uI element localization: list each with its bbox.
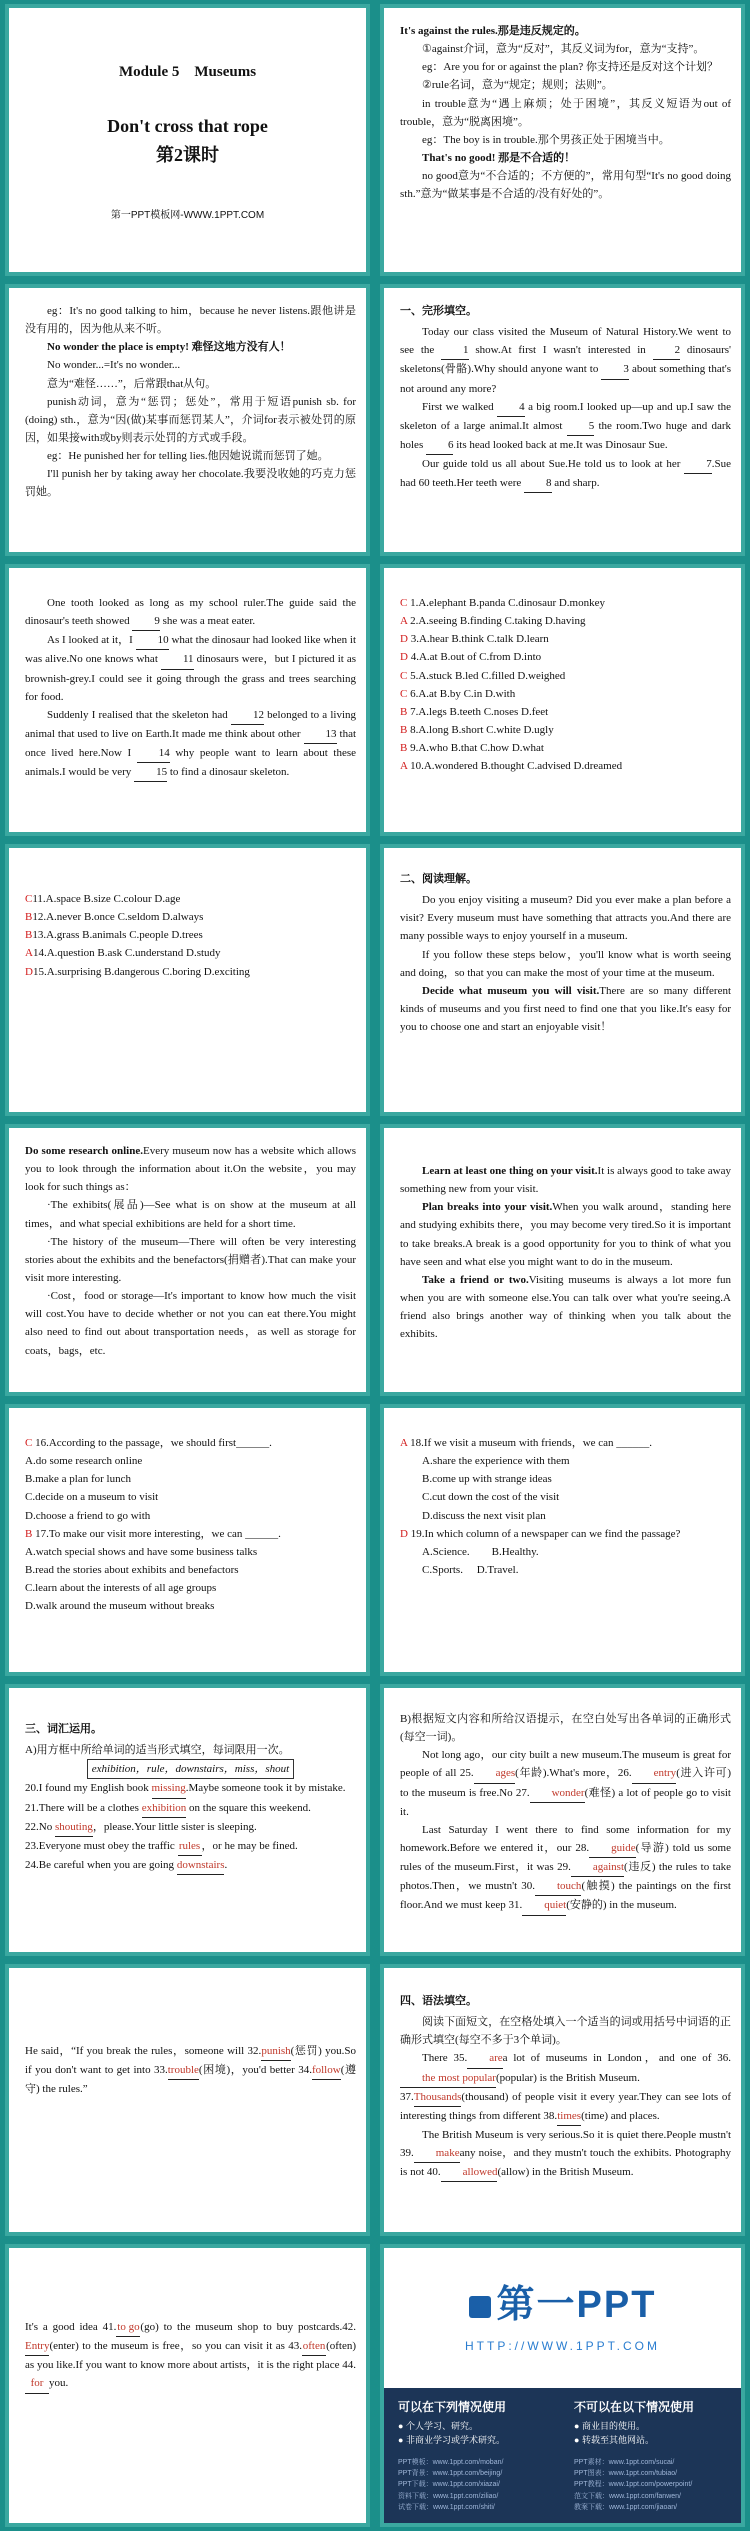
- blank[interactable]: missing: [152, 1779, 186, 1798]
- choice[interactable]: C.Sports. D.Travel.: [422, 1563, 519, 1576]
- text-line: ②rule名词，意为“规定；规则；法则”。: [422, 79, 613, 92]
- blank[interactable]: make: [414, 2144, 460, 2163]
- question-stem: A 18.If we visit a museum with friends，we can ______.: [400, 1437, 653, 1449]
- slide-reading-research: [5, 1124, 370, 1396]
- option-row: C 5.A.stuck B.led C.filled D.weighed: [400, 669, 566, 682]
- blank[interactable]: to go: [116, 2318, 140, 2337]
- paragraph: ·Cost，food or storage—It's important to know how much the visit will cost.You have to decide whether or not you can eat there.You might also need to find out about transportation needs，as well as storage for coats，bags，etc.: [25, 1290, 356, 1357]
- text-line: eg：The boy is in trouble.那个男孩正处于困境当中。: [422, 133, 670, 146]
- link[interactable]: PPT模板：www.1ppt.com/moban/: [398, 2459, 504, 2466]
- text-line: That's no good! 那是不合适的！: [422, 151, 576, 164]
- blank[interactable]: against: [571, 1858, 624, 1877]
- passage: One tooth looked as long as my school ruler.The guide said the dinosaur's teeth showed 9 she was a meat eater.: [25, 594, 356, 631]
- text-line: no good意为“不合适的；不方便的”，常用句型“It's no good doing sth.”意为“做某事是不合适的/没有好处的”。: [400, 170, 731, 201]
- paragraph: ·The exhibits(展品)—See what is on show at the museum at all times，and what special exhibitions are held for a short time.: [25, 1199, 356, 1230]
- blank[interactable]: for: [25, 2374, 49, 2393]
- blank[interactable]: 2: [653, 341, 681, 360]
- question-stem: B 17.To make our visit more interesting，we can ______.: [25, 1527, 281, 1540]
- slide-questions-16-17: [5, 1404, 370, 1676]
- question-stem: C 16.According to the passage，we should first______.: [25, 1437, 272, 1449]
- module-title: Module 5 Museums: [118, 64, 257, 80]
- lesson-title: Don't cross that rope: [107, 115, 268, 136]
- brand-header: [384, 2248, 741, 2388]
- blank[interactable]: trouble: [168, 2061, 199, 2080]
- slide-cloze-part1: [380, 284, 745, 556]
- text-line: I'll punish her by taking away her chocolate.我要没收她的巧克力惩罚她。: [25, 468, 356, 499]
- blank[interactable]: 10: [136, 631, 169, 650]
- blank[interactable]: are: [467, 2049, 502, 2068]
- blank[interactable]: punish: [261, 2042, 290, 2061]
- paragraph: Do some research online.Every museum now has a website which allows you to look through the information about it.On the website，you may look for such things as：: [25, 1145, 356, 1194]
- blank[interactable]: 7: [684, 455, 712, 474]
- slide-vocab-b: [380, 1684, 745, 1956]
- blank[interactable]: quiet: [522, 1896, 566, 1915]
- paragraph: If you follow these steps below，you'll know what is worth seeing and doing，so that you can make the most of your time at the museum.: [400, 948, 731, 979]
- blank[interactable]: 12: [231, 706, 264, 725]
- link[interactable]: PPT素材：www.1ppt.com/sucai/: [574, 2459, 675, 2466]
- word-box: exhibition，rule，downstairs，miss，shout: [87, 1759, 294, 1779]
- brand-footer: [384, 2388, 741, 2523]
- paragraph: Decide what museum you will visit.There are so many different kinds of museums and you first need to find one that you like.It's easy for you to choose one and start an enjoyable visit！: [400, 984, 732, 1034]
- blank[interactable]: allowed: [441, 2163, 498, 2182]
- blank[interactable]: 3: [601, 360, 629, 379]
- text-line: 意为“难怪……”，后常跟that从句。: [47, 377, 217, 390]
- passage: 37.Thousands(thousand) of people visit it every year.They can see lots of interesting things from different 38.times(time) and places.: [400, 2088, 731, 2126]
- instruction: B)根据短文内容和所给汉语提示，在空白处写出各单词的正确形式(每空一词)。: [400, 1713, 731, 1744]
- brand-url[interactable]: HTTP://WWW.1PPT.COM: [465, 2338, 660, 2353]
- blank[interactable]: times: [557, 2107, 581, 2126]
- link[interactable]: 资料下载：www.1ppt.com/ziliao/: [398, 2492, 499, 2500]
- slide-title: [5, 4, 370, 276]
- link[interactable]: 试卷下载：www.1ppt.com/shiti/: [398, 2503, 495, 2511]
- passage: First we walked 4 a big room.I looked up—up and up.I saw the skeleton of a large animal.It almost 5 the room.Two huge and dark holes 6 its head looked back at me.It was Dinosaur Sue.: [400, 398, 731, 455]
- logo-icon: [469, 2296, 491, 2318]
- passage: He said，“If you break the rules，someone will 32.punish(惩罚) you.So if you don't want to get into 33.trouble(困境)，you'd better 34.follow(遵守) the rules.”: [25, 2042, 356, 2098]
- text-line: No wonder...=It's no wonder...: [47, 359, 181, 372]
- section-heading: 一、完形填空。: [400, 305, 477, 317]
- blank[interactable]: Thousands: [414, 2088, 462, 2107]
- option-row: B 9.A.who B.that C.how D.what: [400, 742, 544, 755]
- blank[interactable]: often: [302, 2337, 326, 2356]
- choice[interactable]: A.watch special shows and have some business talks: [25, 1545, 258, 1558]
- slide-grammar-fill: [380, 1964, 745, 2236]
- slide-vocab-a: [5, 1684, 370, 1956]
- choice[interactable]: D.choose a friend to go with: [25, 1509, 151, 1522]
- blank[interactable]: 14: [137, 744, 170, 763]
- text-line: punish动词，意为“惩罚；惩处”，常用于短语punish sb. for (doing) sth.，意为“因(做)某事而惩罚某人”，介词for表示被处罚的原因，如果接with或by则表示处罚的方式或手段。: [25, 395, 356, 444]
- passage: Last Saturday I went there to find some information for my homework.Before we entered it，our 28. guide(导游) told us some rules of the museum.First，it was 29. against(违反) the rules to take photos.Then，we mustn't 30. touch(触摸) the paintings on the first floor.And we must keep 31. quiet(安静的) in the museum.: [400, 1821, 731, 1916]
- option-row: C 6.A.at B.by C.in D.with: [400, 687, 516, 700]
- blank[interactable]: 8: [524, 474, 552, 493]
- text-line: in trouble意为“遇上麻烦；处于困境”，其反义短语为out of trouble，意为“脱离困境”。: [400, 97, 731, 128]
- text-line: eg：It's no good talking to him，because he never listens.跟他讲是没有用的，因为他从来不听。: [25, 305, 356, 336]
- section-heading: 二、阅读理解。: [400, 873, 477, 885]
- list-item: ● 商业目的使用。: [574, 2421, 645, 2431]
- slide-reading-intro: [380, 844, 745, 1116]
- option-row: B 8.A.long B.short C.white D.ugly: [400, 723, 554, 736]
- option-row: D15.A.surprising B.dangerous C.boring D.exciting: [25, 965, 250, 978]
- choice[interactable]: D.discuss the next visit plan: [422, 1509, 546, 1522]
- blank[interactable]: downstairs: [177, 1856, 225, 1875]
- paragraph: Plan breaks into your visit.When you walk around，standing here and studying exhibits there，you may become very tired.So it is important to take breaks.A break is a good opportunity for you to think of what you have seen and what else you might want to do in the museum.: [400, 1201, 731, 1268]
- text-line: eg：Are you for or against the plan? 你支持还是反对这个计划？: [422, 61, 719, 74]
- list-item: ● 转载至其他网站。: [574, 2434, 654, 2445]
- blank[interactable]: 9: [132, 612, 160, 631]
- vocab-item: 23.Everyone must obey the traffic rules，or he may be fined.: [25, 1837, 356, 1856]
- blank[interactable]: touch: [535, 1877, 581, 1896]
- text-line: eg：He punished her for telling lies.他因她说谎而惩罚了她。: [47, 450, 329, 463]
- site-footer: 第一PPT模板网-WWW.1PPT.COM: [110, 209, 265, 221]
- option-row: A 10.A.wondered B.thought C.advised D.dreamed: [400, 760, 623, 773]
- instruction: 阅读下面短文，在空格处填入一个适当的词或用括号中词语的正确形式填空(每空不多于3个单词)。: [400, 2016, 731, 2047]
- lesson-subtitle: 第2课时: [156, 145, 219, 166]
- vocab-item: 24.Be careful when you are going downstairs.: [25, 1856, 356, 1875]
- choice[interactable]: B.read the stories about exhibits and benefactors: [25, 1563, 239, 1576]
- blank[interactable]: exhibition: [142, 1799, 187, 1818]
- usage-allowed: 可以在下列情况使用 ● 个人学习、研究。 ● 非商业学习或学术研究。 PPT模板：www.1ppt.com/moban/ PPT背景：www.1ppt.com/beijing/ PPT下载：www.1ppt.com/xiazai/ 资料下载：www.1ppt.com/ziliao/ 试卷下载：www.1ppt.com/shiti/: [398, 2398, 563, 2513]
- option-row: B12.A.never B.once C.seldom D.always: [25, 911, 204, 924]
- blank[interactable]: 6: [426, 436, 454, 455]
- passage: As I looked at it，I 10 what the dinosaur had looked like when it was alive.No one knows what 11 dinosaurs were，but I pictured it as brownish-grey.I could see it going through the grass and trees searching for food.: [25, 631, 356, 706]
- choice[interactable]: A.share the experience with them: [422, 1455, 570, 1468]
- options-list: [25, 890, 356, 981]
- passage: Our guide told us all about Sue.He told us to look at her 7.Sue had 60 teeth.Her teeth were 8 and sharp.: [400, 455, 731, 493]
- choice[interactable]: B.make a plan for lunch: [25, 1473, 131, 1486]
- blank[interactable]: wonder: [530, 1784, 585, 1803]
- option-row: C 1.A.elephant B.panda C.dinosaur D.monkey: [400, 597, 605, 609]
- option-row: D 4.A.at B.out of C.from D.into: [400, 651, 542, 664]
- choice[interactable]: A.do some research online: [25, 1455, 143, 1468]
- option-row: B 7.A.legs B.teeth C.noses D.feet: [400, 705, 549, 718]
- vocab-item: 21.There will be a clothes exhibition on the square this weekend.: [25, 1799, 356, 1818]
- blank[interactable]: 13: [304, 725, 337, 744]
- blank[interactable]: the most popular: [400, 2069, 496, 2088]
- link[interactable]: 范文下载：www.1ppt.com/fanwen/: [574, 2492, 681, 2500]
- choice[interactable]: D.walk around the museum without breaks: [25, 1600, 215, 1613]
- passage: The British Museum is very serious.So it is quiet there.People mustn't 39. makeany noise，and they mustn't touch the exhibits. Photography is not 40. allowed(allow) in the British Museum.: [400, 2126, 731, 2182]
- paragraph: Learn at least one thing on your visit.It is always good to take away something new from your visit.: [400, 1165, 731, 1196]
- blank[interactable]: 1: [441, 341, 469, 360]
- passage: There 35. area lot of museums in London，and one of 36.the most popular(popular) is the British Museum.: [400, 2049, 731, 2087]
- section-heading: 四、语法填空。: [400, 1995, 477, 2007]
- list-item: ● 个人学习、研究。: [398, 2421, 478, 2431]
- choice[interactable]: B.come up with strange ideas: [422, 1473, 552, 1486]
- slide-cloze-part2: [5, 564, 370, 836]
- list-item: ● 非商业学习或学术研究。: [398, 2434, 505, 2445]
- blank[interactable]: entry: [632, 1764, 677, 1783]
- blank[interactable]: shouting: [55, 1818, 93, 1837]
- section-heading: 三、词汇运用。: [25, 1723, 102, 1735]
- brand-logo: 第一PPT: [384, 2248, 741, 2337]
- blank[interactable]: 4: [497, 398, 525, 417]
- choice[interactable]: C.decide on a museum to visit: [25, 1491, 159, 1504]
- blank[interactable]: ages: [474, 1764, 516, 1783]
- text-line: No wonder the place is empty! 难怪这地方没有人！: [47, 341, 291, 354]
- text-line: It's against the rules.那是违反规定的。: [400, 25, 586, 37]
- link[interactable]: PPT背景：www.1ppt.com/beijing/: [398, 2470, 503, 2478]
- link[interactable]: PPT教程：www.1ppt.com/powerpoint/: [574, 2481, 693, 2489]
- passage: It's a good idea 41.to go(go) to the museum shop to buy postcards.42.Entry(enter) to the museum is free，so you can visit it as 43.often(often) as you like.If you want to know more about artists，it is the right place 44.for you.: [25, 2318, 356, 2394]
- link-list: [398, 2457, 563, 2513]
- choice[interactable]: A.Science. B.Healthy.: [422, 1545, 539, 1558]
- question-stem: D 19.In which column of a newspaper can we find the passage?: [400, 1527, 681, 1540]
- usage-forbidden: 不可以在以下情况使用 ● 商业目的使用。 ● 转载至其他网站。 PPT素材：www.1ppt.com/sucai/ PPT图表：www.1ppt.com/tubiao/ PPT教程：www.1ppt.com/powerpoint/ 范文下载：www.1ppt.com/fanwen/ 教案下载：www.1ppt.com/jiaoan/: [574, 2398, 739, 2513]
- slide-grammar-fill-cont: [5, 2244, 370, 2527]
- link-list: [574, 2457, 739, 2513]
- slide-questions-18-19: [380, 1404, 745, 1676]
- paragraph: Take a friend or two.Visiting museums is always a lot more fun when you are with someone else.You can talk over what you're seeing.A friend also brings another way of thinking when you talk about the exhibits.: [400, 1273, 731, 1341]
- blank[interactable]: 11: [161, 650, 194, 669]
- paragraph: ·The history of the museum—There will often be very interesting stories about the exhibits and the benefactors(捐赠者).That can make your visit more interesting.: [25, 1235, 356, 1284]
- link[interactable]: 教案下载：www.1ppt.com/jiaoan/: [574, 2503, 678, 2511]
- instruction: A)用方框中所给单词的适当形式填空，每词限用一次。: [25, 1744, 290, 1757]
- link[interactable]: PPT图表：www.1ppt.com/tubiao/: [574, 2470, 678, 2478]
- option-row: A14.A.question B.ask C.understand D.study: [25, 947, 221, 960]
- option-row: A 2.A.seeing B.finding C.taking D.having: [400, 615, 586, 628]
- slide-against-rules: [380, 4, 745, 276]
- blank[interactable]: Entry: [25, 2337, 49, 2356]
- blank[interactable]: guide: [589, 1839, 635, 1858]
- option-row: D 3.A.hear B.think C.talk D.learn: [400, 633, 549, 646]
- options-list: [400, 594, 731, 775]
- slide-cloze-options-2: [5, 844, 370, 1116]
- slide-no-wonder: [5, 284, 370, 556]
- passage: Suddenly I realised that the skeleton had 12 belonged to a living animal that used to live on Earth.It made me think about other 13 that once lived here.Now I 14 why people want to learn about these animals.I would be very 15 to find a dinosaur skeleton.: [25, 706, 356, 783]
- link[interactable]: PPT下载：www.1ppt.com/xiazai/: [398, 2481, 500, 2489]
- slide-reading-tips: [380, 1124, 745, 1396]
- vocab-item: 22.No shouting，please.Your little sister is sleeping.: [25, 1818, 356, 1837]
- blank[interactable]: 5: [567, 417, 595, 436]
- choice[interactable]: C.cut down the cost of the visit: [422, 1491, 560, 1504]
- vocab-item: 20.I found my English book missing.Maybe someone took it by mistake.: [25, 1779, 356, 1798]
- blank[interactable]: follow: [312, 2061, 341, 2080]
- blank[interactable]: rules: [178, 1837, 202, 1856]
- slide-brand: [380, 2244, 745, 2527]
- slide-vocab-b-cont: [5, 1964, 370, 2236]
- choice[interactable]: C.learn about the interests of all age groups: [25, 1582, 217, 1595]
- blank[interactable]: 15: [134, 763, 167, 782]
- passage: Today our class visited the Museum of Natural History.We went to see the 1 show.At first I wasn't interested in 2 dinosaurs' skeletons(骨骼).Why should anyone want to 3 about something that's not around any more?: [400, 326, 732, 395]
- text-line: ①against介词，意为“反对”，其反义词为for，意为“支持”。: [422, 43, 705, 56]
- option-row: C11.A.space B.size C.colour D.age: [25, 893, 181, 905]
- slide-cloze-options-1: [380, 564, 745, 836]
- option-row: B13.A.grass B.animals C.people D.trees: [25, 929, 203, 942]
- passage: Not long ago，our city built a new museum.The museum is great for people of all 25. ages(年龄).What's more，26. entry(进入许可) to the museum is free.No 27. wonder(难怪) a lot of people go to visit it.: [400, 1749, 732, 1818]
- paragraph: Do you enjoy visiting a museum? Did you ever make a plan before a visit? Every museum must have something that attracts you.And there are many possible ways to enjoy yourself in a museum.: [400, 894, 731, 943]
